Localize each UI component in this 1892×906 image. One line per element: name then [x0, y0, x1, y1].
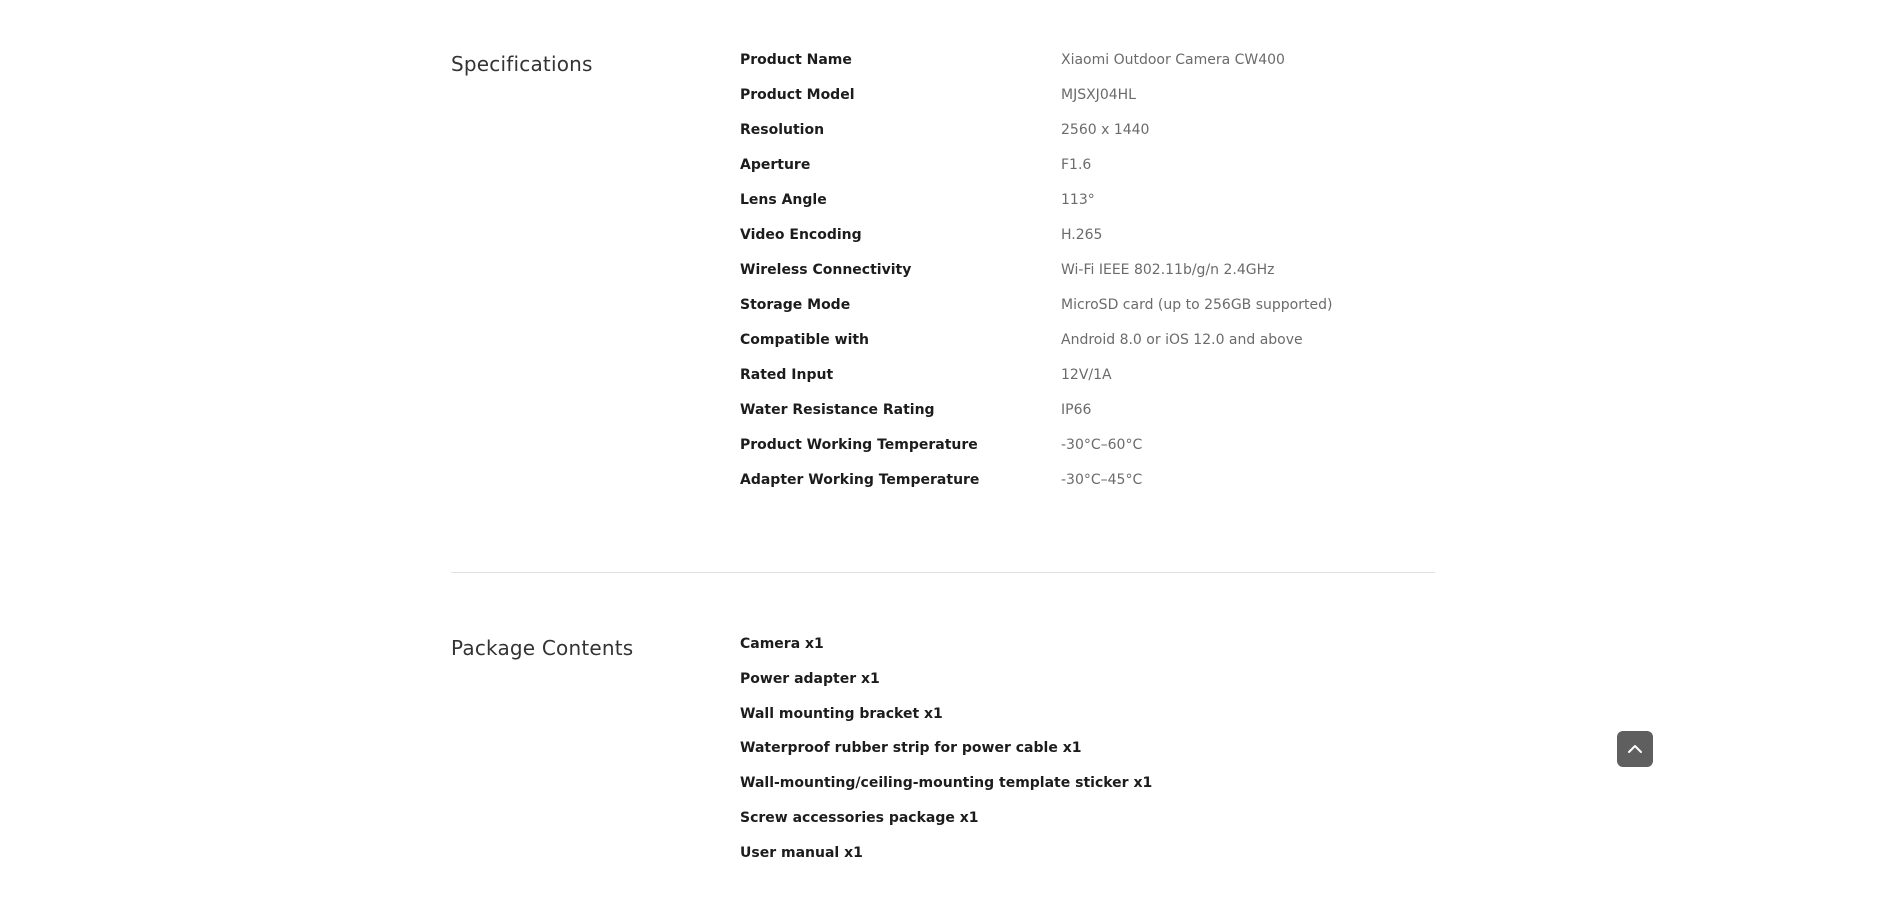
- spec-key: Water Resistance Rating: [740, 402, 935, 418]
- package-contents-title: Package Contents: [451, 636, 634, 660]
- package-item: Wall-mounting/ceiling-mounting template sticker x1: [740, 775, 1153, 791]
- spec-key: Storage Mode: [740, 297, 851, 313]
- package-item: Wall mounting bracket x1: [740, 706, 943, 722]
- back-to-top-button[interactable]: [1617, 731, 1653, 767]
- spec-value: -30°C–45°C: [1061, 472, 1143, 488]
- spec-value: 113°: [1061, 192, 1095, 208]
- spec-value: F1.6: [1061, 157, 1092, 173]
- package-contents-section: [451, 600, 1435, 900]
- spec-value: MJSXJ04HL: [1061, 87, 1136, 103]
- spec-key: Rated Input: [740, 367, 834, 383]
- spec-key: Wireless Connectivity: [740, 262, 912, 278]
- spec-value: Wi-Fi IEEE 802.11b/g/n 2.4GHz: [1061, 262, 1275, 278]
- chevron-up-icon: [1626, 740, 1644, 758]
- section-divider: [451, 572, 1435, 573]
- spec-value: 2560 x 1440: [1061, 122, 1150, 138]
- package-item: Screw accessories package x1: [740, 810, 979, 826]
- spec-value: IP66: [1061, 402, 1092, 418]
- spec-key: Product Model: [740, 87, 855, 103]
- spec-key: Compatible with: [740, 332, 870, 348]
- spec-value: -30°C–60°C: [1061, 437, 1143, 453]
- spec-key: Resolution: [740, 122, 825, 138]
- spec-key: Lens Angle: [740, 192, 827, 208]
- package-item: Waterproof rubber strip for power cable x1: [740, 740, 1082, 756]
- specifications-section: [451, 0, 1435, 560]
- specifications-title: Specifications: [451, 52, 593, 76]
- spec-value: Android 8.0 or iOS 12.0 and above: [1061, 332, 1303, 348]
- spec-key: Product Working Temperature: [740, 437, 978, 453]
- package-item: User manual x1: [740, 845, 863, 861]
- spec-value: Xiaomi Outdoor Camera CW400: [1061, 52, 1285, 68]
- package-item: Camera x1: [740, 636, 824, 652]
- spec-key: Video Encoding: [740, 227, 862, 243]
- spec-key: Adapter Working Temperature: [740, 472, 980, 488]
- spec-value: MicroSD card (up to 256GB supported): [1061, 297, 1333, 313]
- spec-key: Aperture: [740, 157, 811, 173]
- spec-value: H.265: [1061, 227, 1103, 243]
- spec-value: 12V/1A: [1061, 367, 1112, 383]
- package-item: Power adapter x1: [740, 671, 880, 687]
- spec-key: Product Name: [740, 52, 852, 68]
